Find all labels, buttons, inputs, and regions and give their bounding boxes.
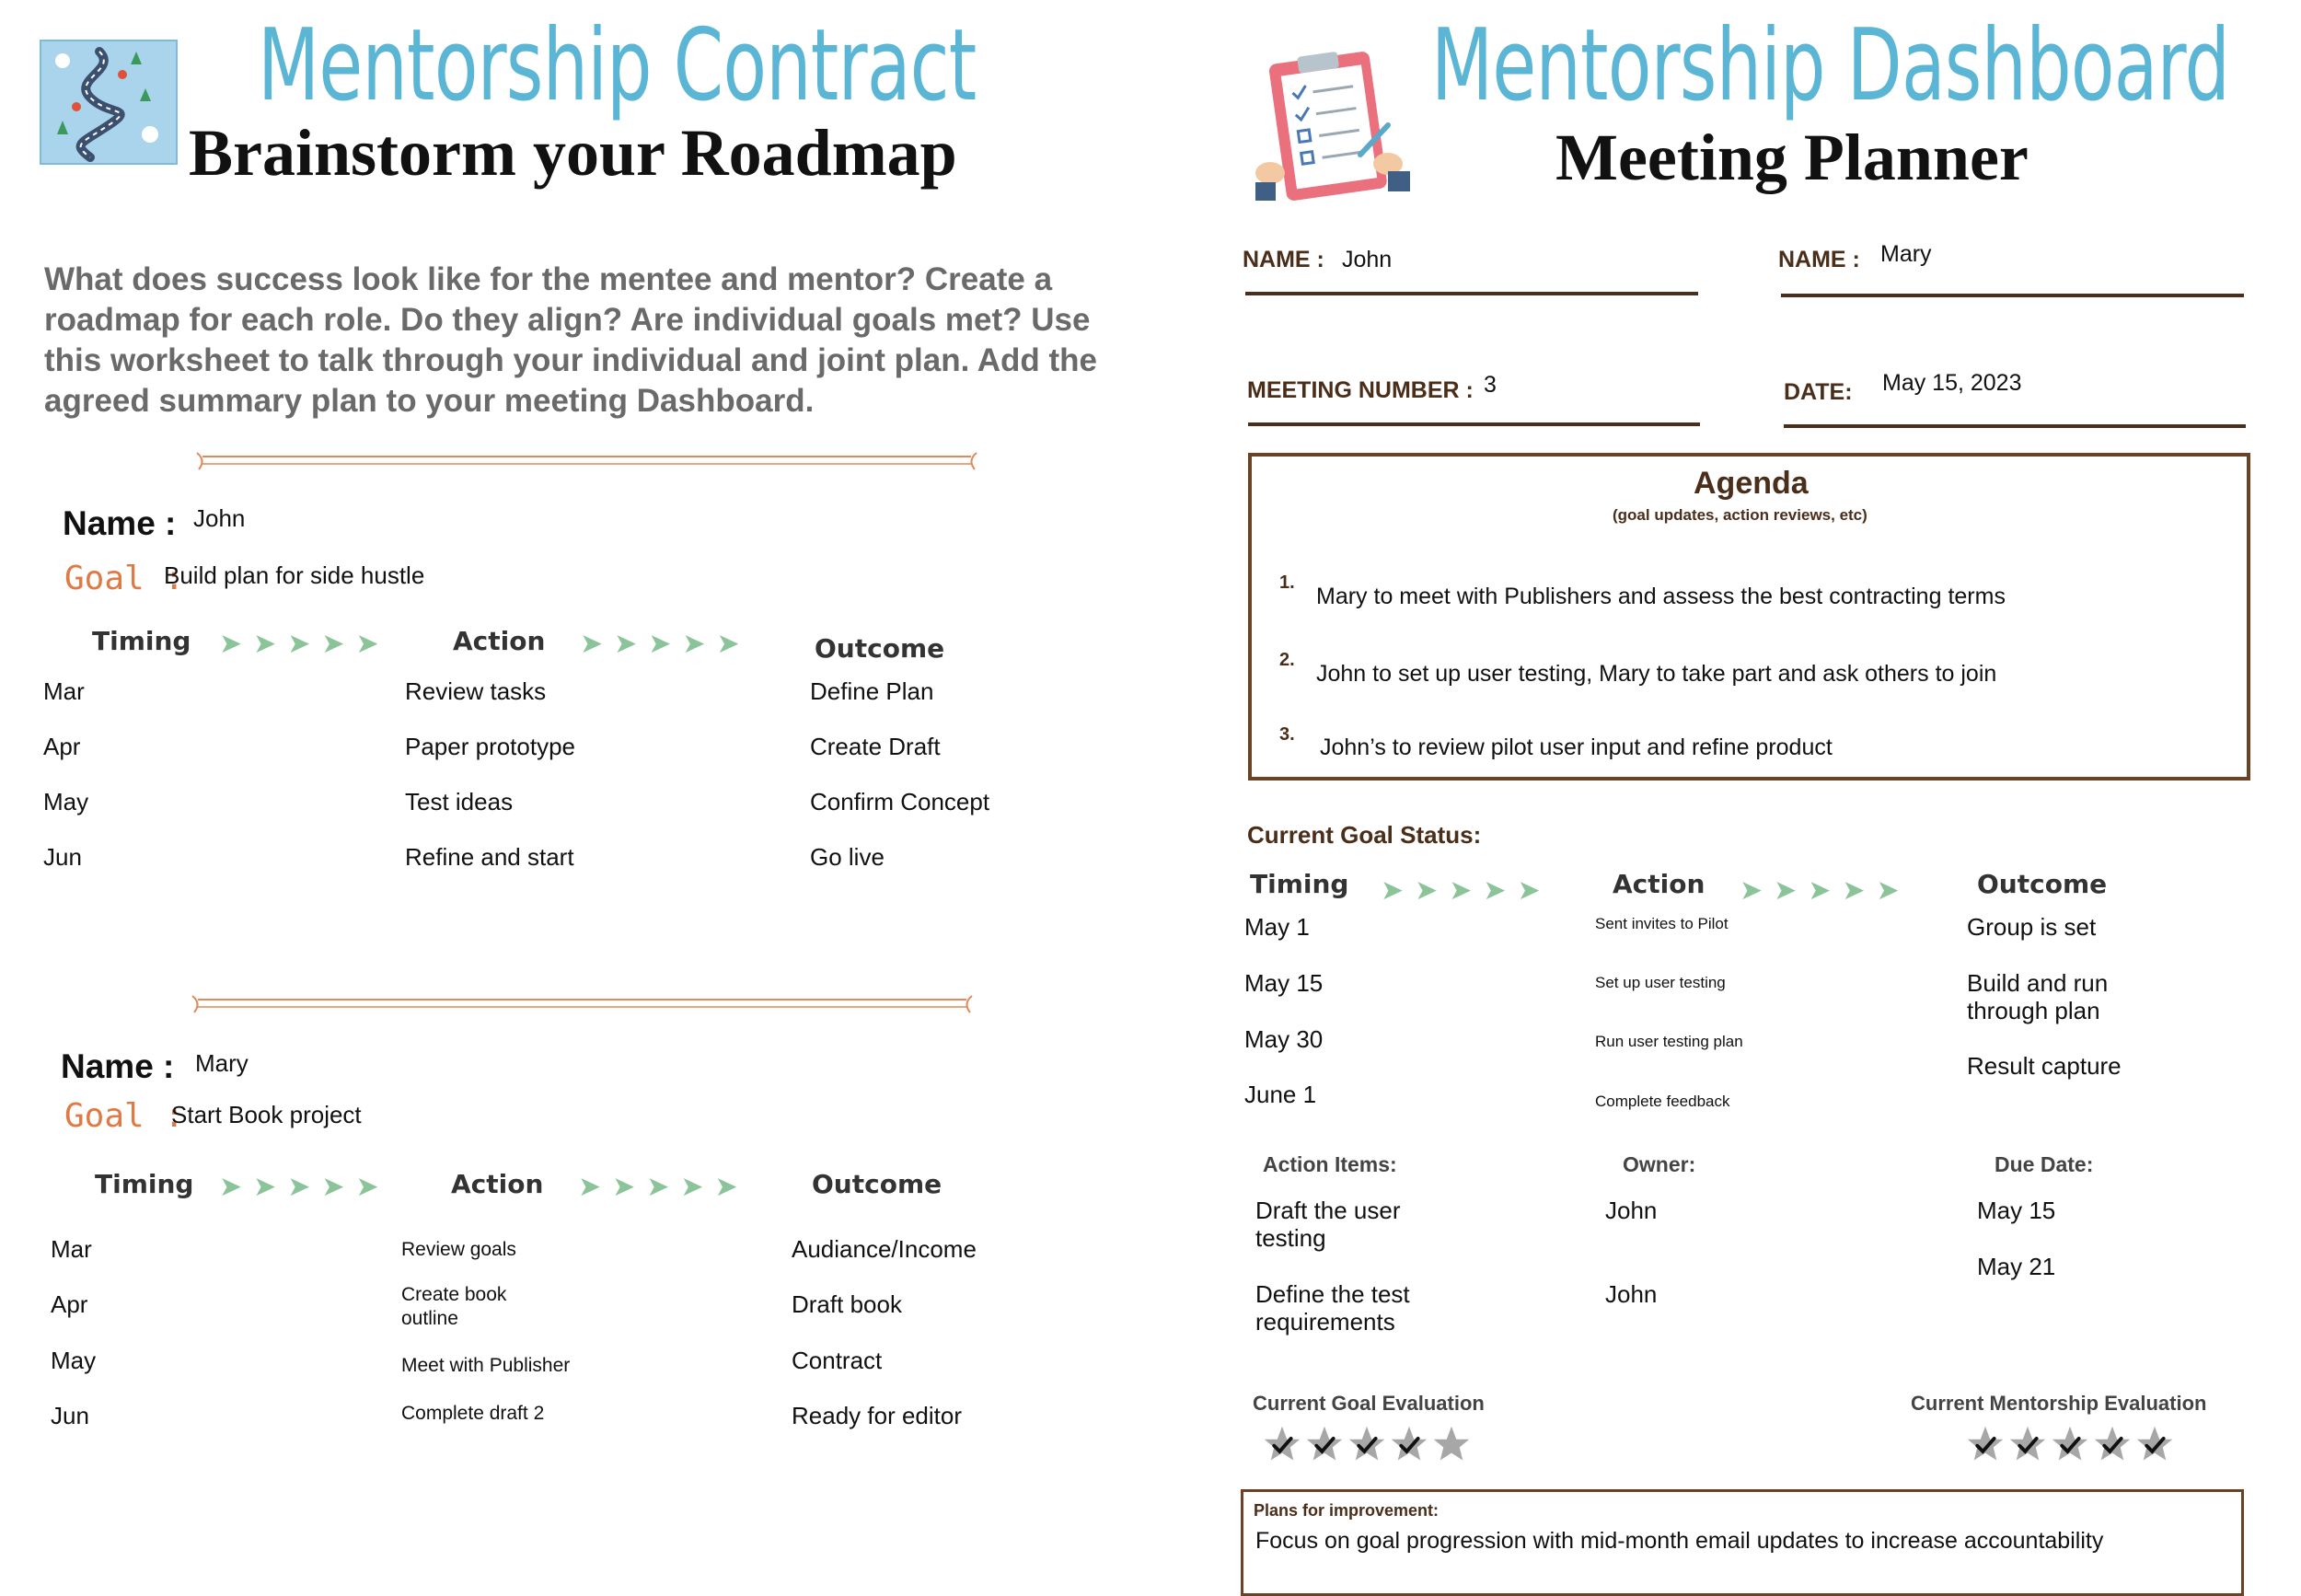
- left-subtitle: Brainstorm your Roadmap: [189, 116, 957, 190]
- status-timing-cell: May 15: [1244, 969, 1324, 997]
- goal-label: Goal :: [64, 560, 185, 597]
- action-cell: Meet with Publisher: [401, 1355, 571, 1376]
- timing-header: Timing: [1250, 869, 1349, 899]
- outcome-cell: Audiance/Income: [792, 1235, 977, 1263]
- name-label: Name :: [61, 1047, 175, 1085]
- rating-star-icon[interactable]: [1347, 1425, 1386, 1463]
- meeting-number-field[interactable]: 3: [1484, 372, 1497, 398]
- agenda-item-number: 1.: [1279, 572, 1295, 593]
- status-timing-cell: May 1: [1244, 913, 1310, 941]
- arrow-row: ➤➤➤➤➤: [1740, 875, 1911, 906]
- timing-cell: Apr: [51, 1290, 88, 1318]
- date-label: DATE:: [1784, 379, 1853, 405]
- goal-status-label: Current Goal Status:: [1247, 821, 1482, 849]
- timing-cell: Mar: [51, 1235, 92, 1263]
- action-header: Action: [1613, 869, 1706, 899]
- name-underline: [1245, 292, 1698, 295]
- rating-star-icon[interactable]: [2051, 1425, 2089, 1463]
- action-item-text: Define the test requirements: [1255, 1280, 1410, 1336]
- timing-cell: May: [51, 1347, 97, 1374]
- mentorship-evaluation-rating[interactable]: [1966, 1425, 2178, 1468]
- owner-label: Owner:: [1623, 1152, 1696, 1176]
- mentorship-evaluation-label: Current Mentorship Evaluation: [1911, 1392, 2207, 1415]
- outcome-cell: Contract: [792, 1347, 883, 1374]
- rating-star-icon[interactable]: [1305, 1425, 1344, 1463]
- action-cell: Refine and start: [405, 843, 574, 871]
- name-field-2[interactable]: Mary: [1880, 241, 1932, 267]
- action-header: Action: [451, 1169, 544, 1199]
- outcome-header: Outcome: [1977, 869, 2108, 899]
- outcome-cell: Confirm Concept: [810, 788, 990, 815]
- timing-cell: May: [43, 788, 89, 815]
- due-date-label: Due Date:: [1995, 1152, 2094, 1176]
- action-item-due: May 15: [1977, 1197, 2056, 1224]
- status-action-cell: Complete feedback: [1595, 1093, 1730, 1110]
- outcome-header: Outcome: [812, 1169, 942, 1199]
- action-header: Action: [453, 626, 546, 656]
- outcome-cell: Draft book: [792, 1290, 902, 1318]
- plan-goal-value: Build plan for side hustle: [164, 561, 425, 589]
- arrow-row: ➤➤➤➤➤: [219, 1172, 390, 1202]
- left-title: Mentorship Contract: [258, 8, 977, 123]
- intro-text: What does success look like for the mentee and mentor? Create a roadmap for each role. Do they align? Are individual goals met? Use this worksheet to talk through your individual and joint plan. Add the agreed summary plan to your meeting Dashboard.: [44, 261, 1098, 419]
- timing-cell: Jun: [51, 1402, 89, 1429]
- timing-header: Timing: [95, 1169, 194, 1199]
- rating-star-icon[interactable]: [1390, 1425, 1428, 1463]
- agenda-item-text: John’s to review pilot user input and refine product: [1320, 734, 1833, 760]
- meeting-number-label: MEETING NUMBER :: [1247, 377, 1474, 403]
- plan-name-value: John: [193, 504, 246, 532]
- date-field[interactable]: May 15, 2023: [1882, 370, 2022, 396]
- arrow-row: ➤➤➤➤➤: [580, 629, 751, 659]
- name-underline: [1781, 294, 2244, 297]
- rating-star-icon[interactable]: [2008, 1425, 2047, 1463]
- action-cell: Complete draft 2: [401, 1403, 545, 1424]
- rating-star-icon[interactable]: [1263, 1425, 1301, 1463]
- rating-star-icon[interactable]: [1966, 1425, 2005, 1463]
- right-subtitle: Meeting Planner: [1555, 121, 2029, 194]
- agenda-subtitle: (goal updates, action reviews, etc): [1613, 506, 1867, 524]
- status-action-cell: Sent invites to Pilot: [1595, 915, 1729, 932]
- right-title: Mentorship Dashboard: [1431, 8, 2230, 123]
- action-cell: Review tasks: [405, 677, 547, 705]
- goal-evaluation-label: Current Goal Evaluation: [1253, 1392, 1485, 1415]
- improvement-text[interactable]: Focus on goal progression with mid-month email updates to increase accountability: [1255, 1528, 2104, 1554]
- divider-ornament: [189, 994, 976, 1014]
- agenda-item-number: 2.: [1279, 650, 1295, 670]
- status-action-cell: Run user testing plan: [1595, 1033, 1743, 1050]
- outcome-cell: Go live: [810, 843, 885, 871]
- action-cell: Paper prototype: [405, 733, 576, 760]
- name-label: NAME :: [1778, 247, 1860, 272]
- action-cell: Test ideas: [405, 788, 514, 815]
- arrow-row: ➤➤➤➤➤: [219, 629, 390, 659]
- goal-label: Goal :: [64, 1097, 185, 1135]
- status-timing-cell: June 1: [1244, 1081, 1317, 1108]
- agenda-item-text: Mary to meet with Publishers and assess the best contracting terms: [1316, 584, 2006, 609]
- name-label: NAME :: [1243, 247, 1324, 272]
- action-item-due: May 21: [1977, 1253, 2056, 1280]
- name-field-1[interactable]: John: [1342, 247, 1393, 272]
- plan-name-value: Mary: [195, 1049, 249, 1077]
- agenda-item-number: 3.: [1279, 724, 1295, 745]
- timing-header: Timing: [92, 626, 191, 656]
- meeting-number-underline: [1248, 422, 1700, 426]
- outcome-cell: Create Draft: [810, 733, 941, 760]
- outcome-cell: Define Plan: [810, 677, 934, 705]
- plan-goal-value: Start Book project: [171, 1101, 362, 1128]
- timing-cell: Apr: [43, 733, 81, 760]
- rating-star-icon[interactable]: [2093, 1425, 2132, 1463]
- outcome-cell: Ready for editor: [792, 1402, 962, 1429]
- status-action-cell: Set up user testing: [1595, 974, 1726, 991]
- status-timing-cell: May 30: [1244, 1025, 1324, 1053]
- status-outcome-cell: Build and run through plan: [1967, 969, 2109, 1024]
- action-items-label: Action Items:: [1263, 1152, 1397, 1176]
- improvement-label: Plans for improvement:: [1254, 1501, 1440, 1520]
- action-item-text: Draft the user testing: [1255, 1197, 1401, 1252]
- action-cell: Create book outline: [401, 1284, 507, 1329]
- agenda-title: Agenda: [1694, 466, 1809, 501]
- divider-ornament: [193, 451, 980, 471]
- clipboard-checklist-icon: [1250, 44, 1416, 210]
- action-cell: Review goals: [401, 1239, 516, 1260]
- arrow-row: ➤➤➤➤➤: [578, 1172, 749, 1202]
- outcome-header: Outcome: [815, 633, 945, 664]
- roadmap-map-icon: [35, 33, 182, 171]
- timing-cell: Jun: [43, 843, 82, 871]
- status-outcome-cell: Result capture: [1967, 1052, 2122, 1080]
- timing-cell: Mar: [43, 677, 85, 705]
- agenda-item-text: John to set up user testing, Mary to take part and ask others to join: [1316, 661, 1997, 687]
- date-underline: [1784, 424, 2246, 428]
- agenda-box: [1248, 453, 2250, 781]
- arrow-row: ➤➤➤➤➤: [1381, 875, 1552, 906]
- goal-evaluation-rating[interactable]: [1263, 1425, 1474, 1468]
- action-item-owner: John: [1605, 1197, 1658, 1224]
- action-item-owner: John: [1605, 1280, 1658, 1308]
- rating-star-icon[interactable]: [2135, 1425, 2174, 1463]
- name-label: Name :: [63, 504, 177, 542]
- rating-star-icon[interactable]: [1432, 1425, 1471, 1463]
- status-outcome-cell: Group is set: [1967, 913, 2097, 941]
